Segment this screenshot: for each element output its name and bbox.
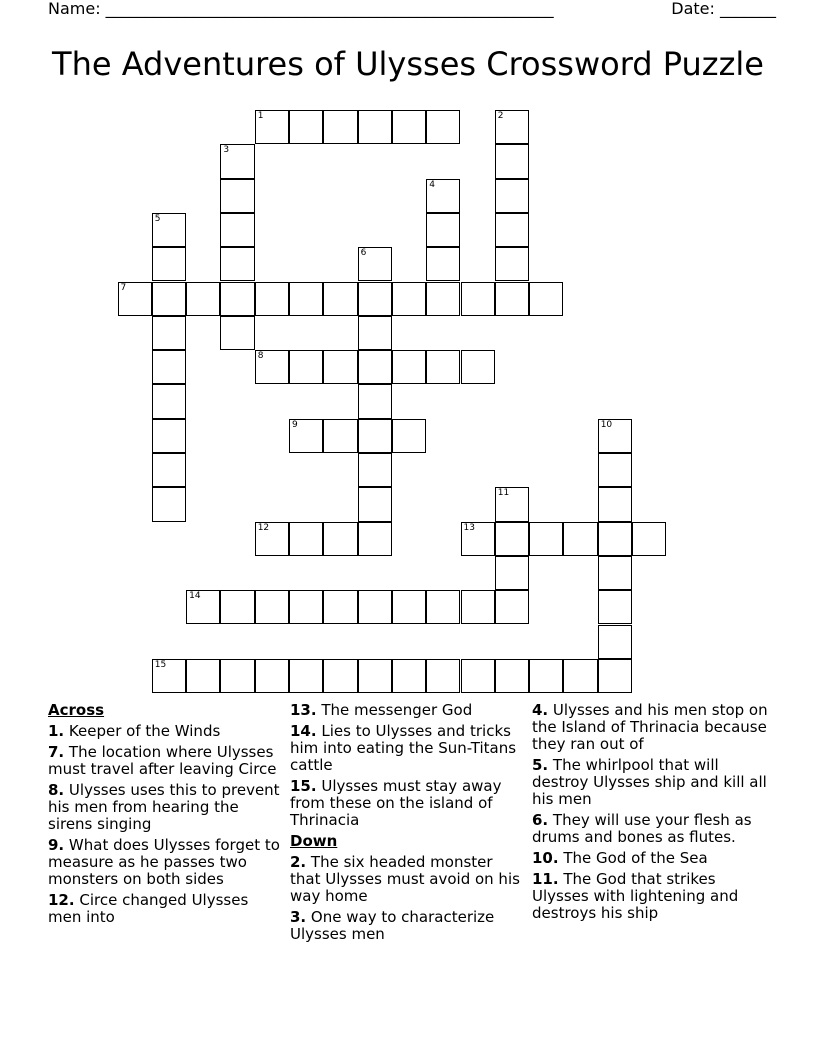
grid-cell[interactable] xyxy=(598,659,632,693)
grid-cell[interactable] xyxy=(392,659,426,693)
clue-number: 8 xyxy=(257,351,264,362)
grid-cell[interactable] xyxy=(598,487,632,521)
grid-cell[interactable] xyxy=(152,247,186,281)
grid-cell[interactable] xyxy=(495,590,529,624)
clue-number: 15 xyxy=(154,659,167,670)
clue-down-2: 2. The six headed monster that Ulysses must avoid on his way home xyxy=(290,853,520,905)
grid-cell[interactable] xyxy=(598,625,632,659)
grid-cell[interactable] xyxy=(358,282,392,316)
clue-number: 4 xyxy=(429,179,435,190)
grid-cell[interactable] xyxy=(152,316,186,350)
grid-cell[interactable] xyxy=(289,522,323,556)
grid-cell[interactable] xyxy=(152,487,186,521)
grid-cell[interactable] xyxy=(426,247,460,281)
grid-cell[interactable] xyxy=(220,590,254,624)
grid-cell[interactable] xyxy=(255,282,289,316)
grid-cell[interactable] xyxy=(323,110,357,144)
clue-across-8: 8. Ulysses uses this to prevent his men from hearing the sirens singing xyxy=(48,781,280,833)
clue-down-11: 11. The God that strikes Ulysses with lightening and destroys his ship xyxy=(532,870,739,922)
grid-cell[interactable] xyxy=(392,282,426,316)
grid-cell[interactable] xyxy=(358,316,392,350)
grid-cell[interactable] xyxy=(323,350,357,384)
clue-down-4: 4. Ulysses and his men stop on the Island of Thrinacia because they ran out of xyxy=(532,701,768,753)
grid-cell[interactable] xyxy=(152,350,186,384)
grid-cell[interactable] xyxy=(358,384,392,418)
grid-cell[interactable] xyxy=(152,384,186,418)
grid-cell[interactable] xyxy=(529,522,563,556)
grid-cell[interactable] xyxy=(220,659,254,693)
grid-cell[interactable] xyxy=(358,659,392,693)
across-heading: Across xyxy=(48,701,105,719)
grid-cell[interactable] xyxy=(289,659,323,693)
grid-cell[interactable] xyxy=(461,659,495,693)
grid-cell[interactable] xyxy=(495,282,529,316)
down-heading: Down xyxy=(290,832,338,850)
clue-number: 5 xyxy=(154,213,161,224)
grid-cell[interactable] xyxy=(323,590,357,624)
grid-cell[interactable] xyxy=(358,522,392,556)
grid-cell[interactable] xyxy=(495,213,529,247)
clue-number: 3 xyxy=(223,145,230,156)
grid-cell[interactable] xyxy=(598,453,632,487)
grid-cell[interactable] xyxy=(392,110,426,144)
clue-number: 13 xyxy=(463,522,475,533)
grid-cell[interactable] xyxy=(495,110,529,144)
grid-cell[interactable] xyxy=(152,213,186,247)
grid-cell[interactable] xyxy=(392,350,426,384)
grid-cell[interactable] xyxy=(255,110,289,144)
clue-number: 9 xyxy=(292,419,298,430)
grid-cell[interactable] xyxy=(529,659,563,693)
grid-cell[interactable] xyxy=(152,453,186,487)
grid-cell[interactable] xyxy=(220,282,254,316)
grid-cell[interactable] xyxy=(495,487,529,521)
grid-cell[interactable] xyxy=(358,453,392,487)
grid-cell[interactable] xyxy=(358,487,392,521)
grid-cell[interactable] xyxy=(255,590,289,624)
grid-cell[interactable] xyxy=(186,659,220,693)
grid-cell[interactable] xyxy=(289,350,323,384)
grid-cell[interactable] xyxy=(461,522,495,556)
clue-number: 1 xyxy=(257,111,264,121)
grid-cell[interactable] xyxy=(220,247,254,281)
grid-cell[interactable] xyxy=(563,522,597,556)
page-title: The Adventures of Ulysses Crossword Puzzle xyxy=(52,45,764,83)
grid-cell[interactable] xyxy=(495,659,529,693)
date-field[interactable]: Date: _______ xyxy=(671,0,776,18)
grid-cell[interactable] xyxy=(289,590,323,624)
clues-column-3 xyxy=(532,702,768,926)
grid-cell[interactable] xyxy=(152,419,186,453)
grid-cell[interactable] xyxy=(358,110,392,144)
grid-cell[interactable] xyxy=(220,213,254,247)
clue-down-6: 6. They will use your flesh as drums and bones as flutes. xyxy=(532,811,752,846)
clue-across-14: 14. Lies to Ulysses and tricks him into eating the Sun-Titans cattle xyxy=(290,722,517,774)
grid-cell[interactable] xyxy=(495,247,529,281)
grid-cell[interactable] xyxy=(461,350,495,384)
clue-number: 2 xyxy=(497,111,504,121)
clue-number: 6 xyxy=(360,248,367,259)
grid-cell[interactable] xyxy=(495,144,529,178)
clue-across-1: 1. Keeper of the Winds xyxy=(48,722,221,740)
grid-cell[interactable] xyxy=(358,350,392,384)
grid-cell[interactable] xyxy=(495,522,529,556)
clue-number: 14 xyxy=(189,591,201,602)
grid-cell[interactable] xyxy=(289,110,323,144)
clue-down-10: 10. The God of the Sea xyxy=(532,849,708,867)
grid-cell[interactable] xyxy=(358,590,392,624)
grid-cell[interactable] xyxy=(461,282,495,316)
grid-cell[interactable] xyxy=(323,522,357,556)
clue-across-9: 9. What does Ulysses forget to measure as he passes two monsters on both sides xyxy=(48,836,280,888)
clue-down-3: 3. One way to characterize Ulysses men xyxy=(290,908,495,943)
grid-cell[interactable] xyxy=(220,144,254,178)
grid-cell[interactable] xyxy=(632,522,666,556)
grid-cell[interactable] xyxy=(152,282,186,316)
grid-cell[interactable] xyxy=(220,179,254,213)
grid-cell[interactable] xyxy=(289,419,323,453)
clue-across-7: 7. The location where Ulysses must travel after leaving Circe xyxy=(48,743,277,778)
grid-cell[interactable] xyxy=(426,659,460,693)
grid-cell[interactable] xyxy=(323,419,357,453)
clue-across-13: 13. The messenger God xyxy=(290,701,473,719)
grid-cell[interactable] xyxy=(426,213,460,247)
grid-cell[interactable] xyxy=(392,419,426,453)
grid-cell[interactable] xyxy=(563,659,597,693)
grid-cell[interactable] xyxy=(392,590,426,624)
clue-number: 7 xyxy=(120,282,127,293)
grid-cell[interactable] xyxy=(426,590,460,624)
name-field[interactable]: Name: ________________________________________________________ xyxy=(48,0,554,18)
clue-across-15: 15. Ulysses must stay away from these on the island of Thrinacia xyxy=(290,777,502,829)
grid-cell[interactable] xyxy=(255,522,289,556)
grid-cell[interactable] xyxy=(358,419,392,453)
grid-cell[interactable] xyxy=(598,419,632,453)
grid-cell[interactable] xyxy=(495,179,529,213)
grid-cell[interactable] xyxy=(152,659,186,693)
grid-cell[interactable] xyxy=(255,350,289,384)
grid-cell[interactable] xyxy=(118,282,152,316)
grid-cell[interactable] xyxy=(426,110,460,144)
grid-cell[interactable] xyxy=(426,282,460,316)
clue-down-5: 5. The whirlpool that will destroy Ulysses ship and kill all his men xyxy=(532,756,767,808)
grid-cell[interactable] xyxy=(495,556,529,590)
grid-cell[interactable] xyxy=(186,282,220,316)
grid-cell[interactable] xyxy=(461,590,495,624)
grid-cell[interactable] xyxy=(323,282,357,316)
grid-cell[interactable] xyxy=(598,590,632,624)
grid-cell[interactable] xyxy=(255,659,289,693)
grid-cell[interactable] xyxy=(289,282,323,316)
grid-cell[interactable] xyxy=(426,179,460,213)
clues-column-2 xyxy=(290,702,526,947)
grid-cell[interactable] xyxy=(358,247,392,281)
clue-number: 12 xyxy=(257,522,270,533)
grid-cell[interactable] xyxy=(220,316,254,350)
grid-cell[interactable] xyxy=(598,522,632,556)
grid-cell[interactable] xyxy=(426,350,460,384)
grid-cell[interactable] xyxy=(529,282,563,316)
grid-cell[interactable] xyxy=(598,556,632,590)
grid-cell[interactable] xyxy=(186,590,220,624)
clue-number: 11 xyxy=(497,488,510,499)
clues-column-1 xyxy=(48,702,284,930)
clue-number: 10 xyxy=(600,419,613,430)
grid-cell[interactable] xyxy=(323,659,357,693)
clue-across-12: 12. Circe changed Ulysses men into xyxy=(48,891,249,926)
